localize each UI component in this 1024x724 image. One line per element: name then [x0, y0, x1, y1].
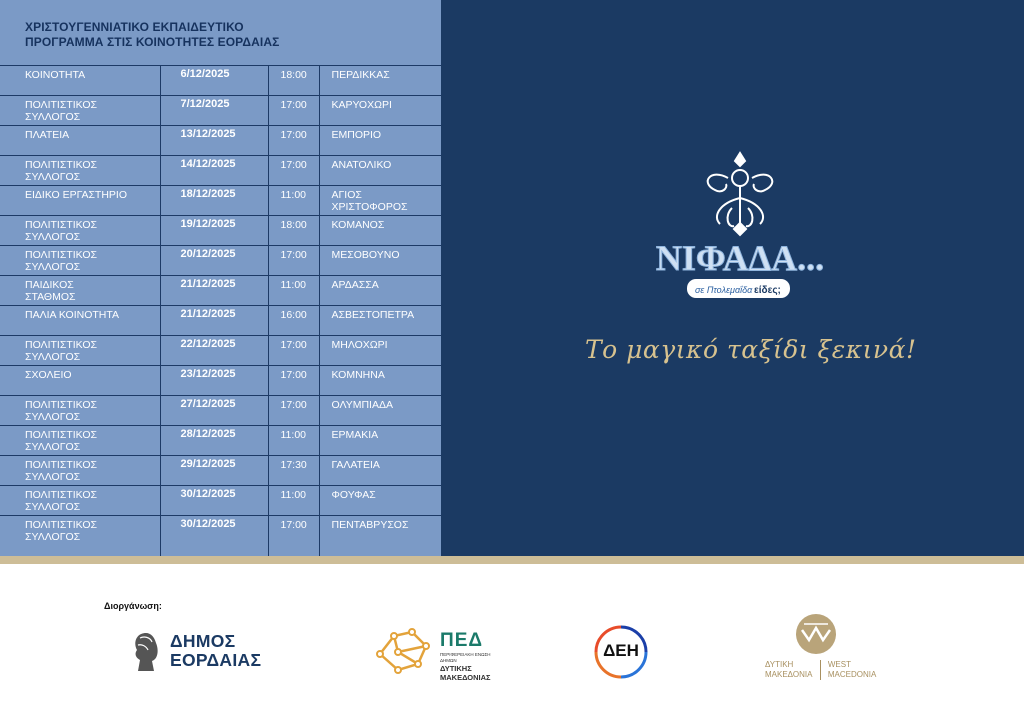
- time-text: 18:00: [280, 69, 307, 81]
- place-cell: [319, 156, 441, 186]
- venue-line-1: ΠΟΛΙΤΙΣΤΙΚΟΣ: [25, 519, 97, 531]
- venue-line-2: ΣΥΛΛΟΓΟΣ: [25, 501, 81, 513]
- place-line-1: ΠΕΡΔΙΚΚΑΣ: [331, 69, 390, 81]
- time-cell: [268, 336, 319, 366]
- time-cell: [268, 486, 319, 516]
- place-line-1: ΕΡΜΑΚΙΑ: [331, 429, 379, 441]
- logo-badge-text: σε Πτολεμαΐδα: [695, 285, 753, 295]
- wm-english: [828, 660, 876, 680]
- schedule-row: [0, 486, 441, 516]
- date-text: 29/12/2025: [180, 458, 236, 470]
- place-line-1: ΚΟΜΝΗΝΑ: [331, 369, 385, 381]
- schedule-row: [0, 96, 441, 126]
- time-text: 18:00: [280, 219, 307, 231]
- schedule-row: [0, 186, 441, 216]
- schedule-row: [0, 66, 441, 96]
- tagline: Το μαγικό ταξίδι ξεκινά!: [585, 335, 917, 364]
- time-cell: [268, 216, 319, 246]
- venue-line-1: ΠΑΙΔΙΚΟΣ: [25, 279, 74, 291]
- place-cell: [319, 276, 441, 306]
- deh-text: ΔΕΗ: [603, 641, 639, 660]
- place-cell: [319, 216, 441, 246]
- time-cell: [268, 366, 319, 396]
- time-cell: [268, 426, 319, 456]
- venue-line-1: ΠΟΛΙΤΙΣΤΙΚΟΣ: [25, 159, 97, 171]
- schedule-row: [0, 396, 441, 426]
- deh-logo: [593, 624, 649, 680]
- venue-cell: [0, 246, 160, 276]
- venue-line-2: ΣΥΛΛΟΓΟΣ: [25, 171, 81, 183]
- time-cell: [268, 306, 319, 336]
- venue-line-1: ΠΑΛΙΑ ΚΟΙΝΟΤΗΤΑ: [25, 309, 120, 321]
- venue-cell: [0, 336, 160, 366]
- venue-cell: [0, 216, 160, 246]
- venue-cell: [0, 156, 160, 186]
- date-cell: [160, 66, 268, 96]
- place-line-1: ΑΣΒΕΣΤΟΠΕΤΡΑ: [331, 309, 415, 321]
- date-text: 14/12/2025: [180, 158, 236, 170]
- ped-title: ΠΕΔ: [440, 630, 484, 651]
- time-text: 17:00: [280, 339, 307, 351]
- date-cell: [160, 456, 268, 486]
- place-line-1: ΦΟΥΦΑΣ: [331, 489, 376, 501]
- ped-line-2: ΔΥΤΙΚΗΣ: [440, 664, 472, 673]
- place-line-1: ΜΕΣΟΒΟΥΝΟ: [331, 249, 400, 261]
- schedule-row: [0, 306, 441, 336]
- venue-line-2: ΣΥΛΛΟΓΟΣ: [25, 261, 81, 273]
- time-cell: [268, 96, 319, 126]
- venue-line-1: ΠΟΛΙΤΙΣΤΙΚΟΣ: [25, 429, 97, 441]
- logo-text: ΝΙΦΑΔΑ...: [655, 238, 825, 278]
- dimos-line-1: ΔΗΜΟΣ: [170, 631, 236, 651]
- ped-subtitle: [440, 652, 504, 682]
- schedule-table: [0, 65, 441, 559]
- venue-line-1: ΕΙΔΙΚΟ ΕΡΓΑΣΤΗΡΙΟ: [25, 189, 128, 201]
- date-cell: [160, 186, 268, 216]
- time-cell: [268, 156, 319, 186]
- time-text: 17:00: [280, 249, 307, 261]
- venue-line-1: ΣΧΟΛΕΙΟ: [25, 369, 72, 381]
- venue-line-2: ΣΥΛΛΟΓΟΣ: [25, 441, 81, 453]
- wm-greek-line-1: ΔΥΤΙΚΗ: [765, 660, 794, 669]
- place-line-1: ΜΗΛΟΧΩΡΙ: [331, 339, 388, 351]
- place-cell: [319, 516, 441, 559]
- ped-small: ΠΕΡΙΦΕΡΕΙΑΚΗ ΕΝΩΣΗ ΔΗΜΩΝ: [440, 652, 491, 663]
- time-text: 17:00: [280, 369, 307, 381]
- schedule-row: [0, 156, 441, 186]
- venue-line-2: ΣΥΛΛΟΓΟΣ: [25, 111, 81, 123]
- date-text: 27/12/2025: [180, 398, 236, 410]
- venue-line-1: ΠΛΑΤΕΙΑ: [25, 129, 70, 141]
- venue-line-2: ΣΥΛΛΟΓΟΣ: [25, 351, 81, 363]
- dimos-eordaias-logo: [128, 630, 278, 674]
- place-line-1: ΑΡΔΑΣΣΑ: [331, 279, 379, 291]
- date-cell: [160, 276, 268, 306]
- schedule-row: [0, 216, 441, 246]
- venue-cell: [0, 306, 160, 336]
- divider-band: [0, 556, 1024, 564]
- venue-line-2: ΣΥΛΛΟΓΟΣ: [25, 231, 81, 243]
- place-line-1: ΑΓΙΟΣ: [331, 189, 362, 201]
- date-cell: [160, 216, 268, 246]
- west-macedonia-emblem-icon: [760, 612, 872, 658]
- date-cell: [160, 366, 268, 396]
- date-text: 21/12/2025: [180, 308, 236, 320]
- place-line-1: ΠΕΝΤΑΒΡΥΣΟΣ: [331, 519, 409, 531]
- date-text: 21/12/2025: [180, 278, 236, 290]
- place-line-1: ΕΜΠΟΡΙΟ: [331, 129, 382, 141]
- date-cell: [160, 426, 268, 456]
- place-cell: [319, 306, 441, 336]
- schedule-row: [0, 126, 441, 156]
- date-text: 13/12/2025: [180, 128, 236, 140]
- wm-greek: [765, 660, 812, 680]
- schedule-row: [0, 456, 441, 486]
- date-cell: [160, 306, 268, 336]
- venue-line-1: ΚΟΙΝΟΤΗΤΑ: [25, 69, 86, 81]
- time-text: 11:00: [280, 429, 306, 441]
- heading-line-1: ΧΡΙΣΤΟΥΓΕΝΝΙΑΤΙΚΟ ΕΚΠΑΙΔΕΥΤΙΚΟ: [25, 20, 244, 34]
- venue-line-1: ΠΟΛΙΤΙΣΤΙΚΟΣ: [25, 249, 97, 261]
- venue-cell: [0, 66, 160, 96]
- ped-line-3: ΜΑΚΕΔΟΝΙΑΣ: [440, 673, 491, 682]
- date-text: 7/12/2025: [180, 98, 230, 110]
- place-cell: [319, 396, 441, 426]
- venue-line-2: ΣΥΛΛΟΓΟΣ: [25, 411, 81, 423]
- venue-line-1: ΠΟΛΙΤΙΣΤΙΚΟΣ: [25, 219, 97, 231]
- schedule-row: [0, 336, 441, 366]
- time-text: 17:00: [280, 129, 307, 141]
- place-cell: [319, 96, 441, 126]
- time-text: 17:00: [280, 399, 307, 411]
- time-cell: [268, 126, 319, 156]
- venue-cell: [0, 456, 160, 486]
- date-text: 19/12/2025: [180, 218, 236, 230]
- time-cell: [268, 246, 319, 276]
- venue-line-2: ΣΥΛΛΟΓΟΣ: [25, 531, 81, 543]
- time-text: 17:00: [280, 159, 307, 171]
- date-cell: [160, 396, 268, 426]
- venue-line-1: ΠΟΛΙΤΙΣΤΙΚΟΣ: [25, 459, 97, 471]
- schedule-heading: [25, 20, 279, 50]
- venue-line-2: ΣΤΑΘΜΟΣ: [25, 291, 76, 303]
- wm-english-line-2: MACEDONIA: [827, 670, 877, 679]
- date-cell: [160, 486, 268, 516]
- venue-cell: [0, 126, 160, 156]
- time-cell: [268, 66, 319, 96]
- ped-network-icon: [374, 626, 436, 676]
- schedule-panel: [0, 0, 441, 556]
- venue-line-1: ΠΟΛΙΤΙΣΤΙΚΟΣ: [25, 399, 97, 411]
- west-macedonia-text: [765, 660, 876, 680]
- place-cell: [319, 456, 441, 486]
- place-line-1: ΑΝΑΤΟΛΙΚΟ: [331, 159, 392, 171]
- date-cell: [160, 516, 268, 559]
- time-text: 11:00: [280, 189, 306, 201]
- place-cell: [319, 246, 441, 276]
- date-text: 20/12/2025: [180, 248, 236, 260]
- venue-cell: [0, 186, 160, 216]
- time-cell: [268, 396, 319, 426]
- dimos-name: [170, 632, 261, 670]
- time-cell: [268, 516, 319, 559]
- venue-cell: [0, 366, 160, 396]
- venue-cell: [0, 96, 160, 126]
- schedule-row: [0, 276, 441, 306]
- place-line-1: ΟΛΥΜΠΙΑΔΑ: [331, 399, 393, 411]
- heading-line-2: ΠΡΟΓΡΑΜΜΑ ΣΤΙΣ ΚΟΙΝΟΤΗΤΕΣ ΕΟΡΔΑΙΑΣ: [25, 35, 280, 49]
- schedule-row: [0, 246, 441, 276]
- venue-line-1: ΠΟΛΙΤΙΣΤΙΚΟΣ: [25, 339, 97, 351]
- date-text: 22/12/2025: [180, 338, 236, 350]
- venue-cell: [0, 486, 160, 516]
- venue-line-1: ΠΟΛΙΤΙΣΤΙΚΟΣ: [25, 99, 97, 111]
- time-text: 17:00: [280, 519, 307, 531]
- dimos-line-2: ΕΟΡΔΑΙΑΣ: [170, 650, 262, 670]
- time-cell: [268, 456, 319, 486]
- venue-cell: [0, 516, 160, 559]
- date-text: 18/12/2025: [180, 188, 236, 200]
- venue-cell: [0, 396, 160, 426]
- place-cell: [319, 126, 441, 156]
- place-cell: [319, 66, 441, 96]
- place-line-1: ΚΟΜΑΝΟΣ: [331, 219, 385, 231]
- snowflake-ornament-icon: [708, 153, 773, 235]
- place-line-1: ΚΑΡΥΟΧΩΡΙ: [331, 99, 392, 111]
- place-cell: [319, 426, 441, 456]
- time-cell: [268, 276, 319, 306]
- venue-cell: [0, 426, 160, 456]
- date-cell: [160, 336, 268, 366]
- date-cell: [160, 126, 268, 156]
- place-line-1: ΓΑΛΑΤΕΙΑ: [331, 459, 380, 471]
- venue-line-2: ΣΥΛΛΟΓΟΣ: [25, 471, 81, 483]
- venue-line-1: ΠΟΛΙΤΙΣΤΙΚΟΣ: [25, 489, 97, 501]
- schedule-row: [0, 516, 441, 559]
- wm-separator: [820, 660, 821, 680]
- organizers-label: Διοργάνωση:: [104, 601, 162, 611]
- schedule-row: [0, 366, 441, 396]
- date-cell: [160, 96, 268, 126]
- date-text: 30/12/2025: [180, 518, 236, 530]
- schedule-row: [0, 426, 441, 456]
- ped-logo: [374, 626, 504, 682]
- date-text: 6/12/2025: [180, 68, 230, 80]
- time-text: 11:00: [280, 279, 306, 291]
- venue-cell: [0, 276, 160, 306]
- wm-english-line-1: WEST: [827, 660, 851, 669]
- time-text: 11:00: [280, 489, 306, 501]
- wm-greek-line-2: ΜΑΚΕΔΟΝΙΑ: [765, 670, 813, 679]
- place-line-2: ΧΡΙΣΤΟΦΟΡΟΣ: [331, 201, 408, 213]
- head-profile-icon: [128, 630, 164, 674]
- time-text: 17:00: [280, 99, 307, 111]
- place-cell: [319, 186, 441, 216]
- time-text: 17:30: [280, 459, 307, 471]
- place-cell: [319, 486, 441, 516]
- place-cell: [319, 366, 441, 396]
- place-cell: [319, 336, 441, 366]
- date-cell: [160, 156, 268, 186]
- time-cell: [268, 186, 319, 216]
- logo-badge-bold: είδες;: [754, 285, 781, 296]
- date-text: 28/12/2025: [180, 428, 236, 440]
- date-cell: [160, 246, 268, 276]
- date-text: 23/12/2025: [180, 368, 236, 380]
- date-text: 30/12/2025: [180, 488, 236, 500]
- time-text: 16:00: [280, 309, 307, 321]
- west-macedonia-logo: [760, 612, 877, 684]
- nifada-logo: [640, 148, 840, 308]
